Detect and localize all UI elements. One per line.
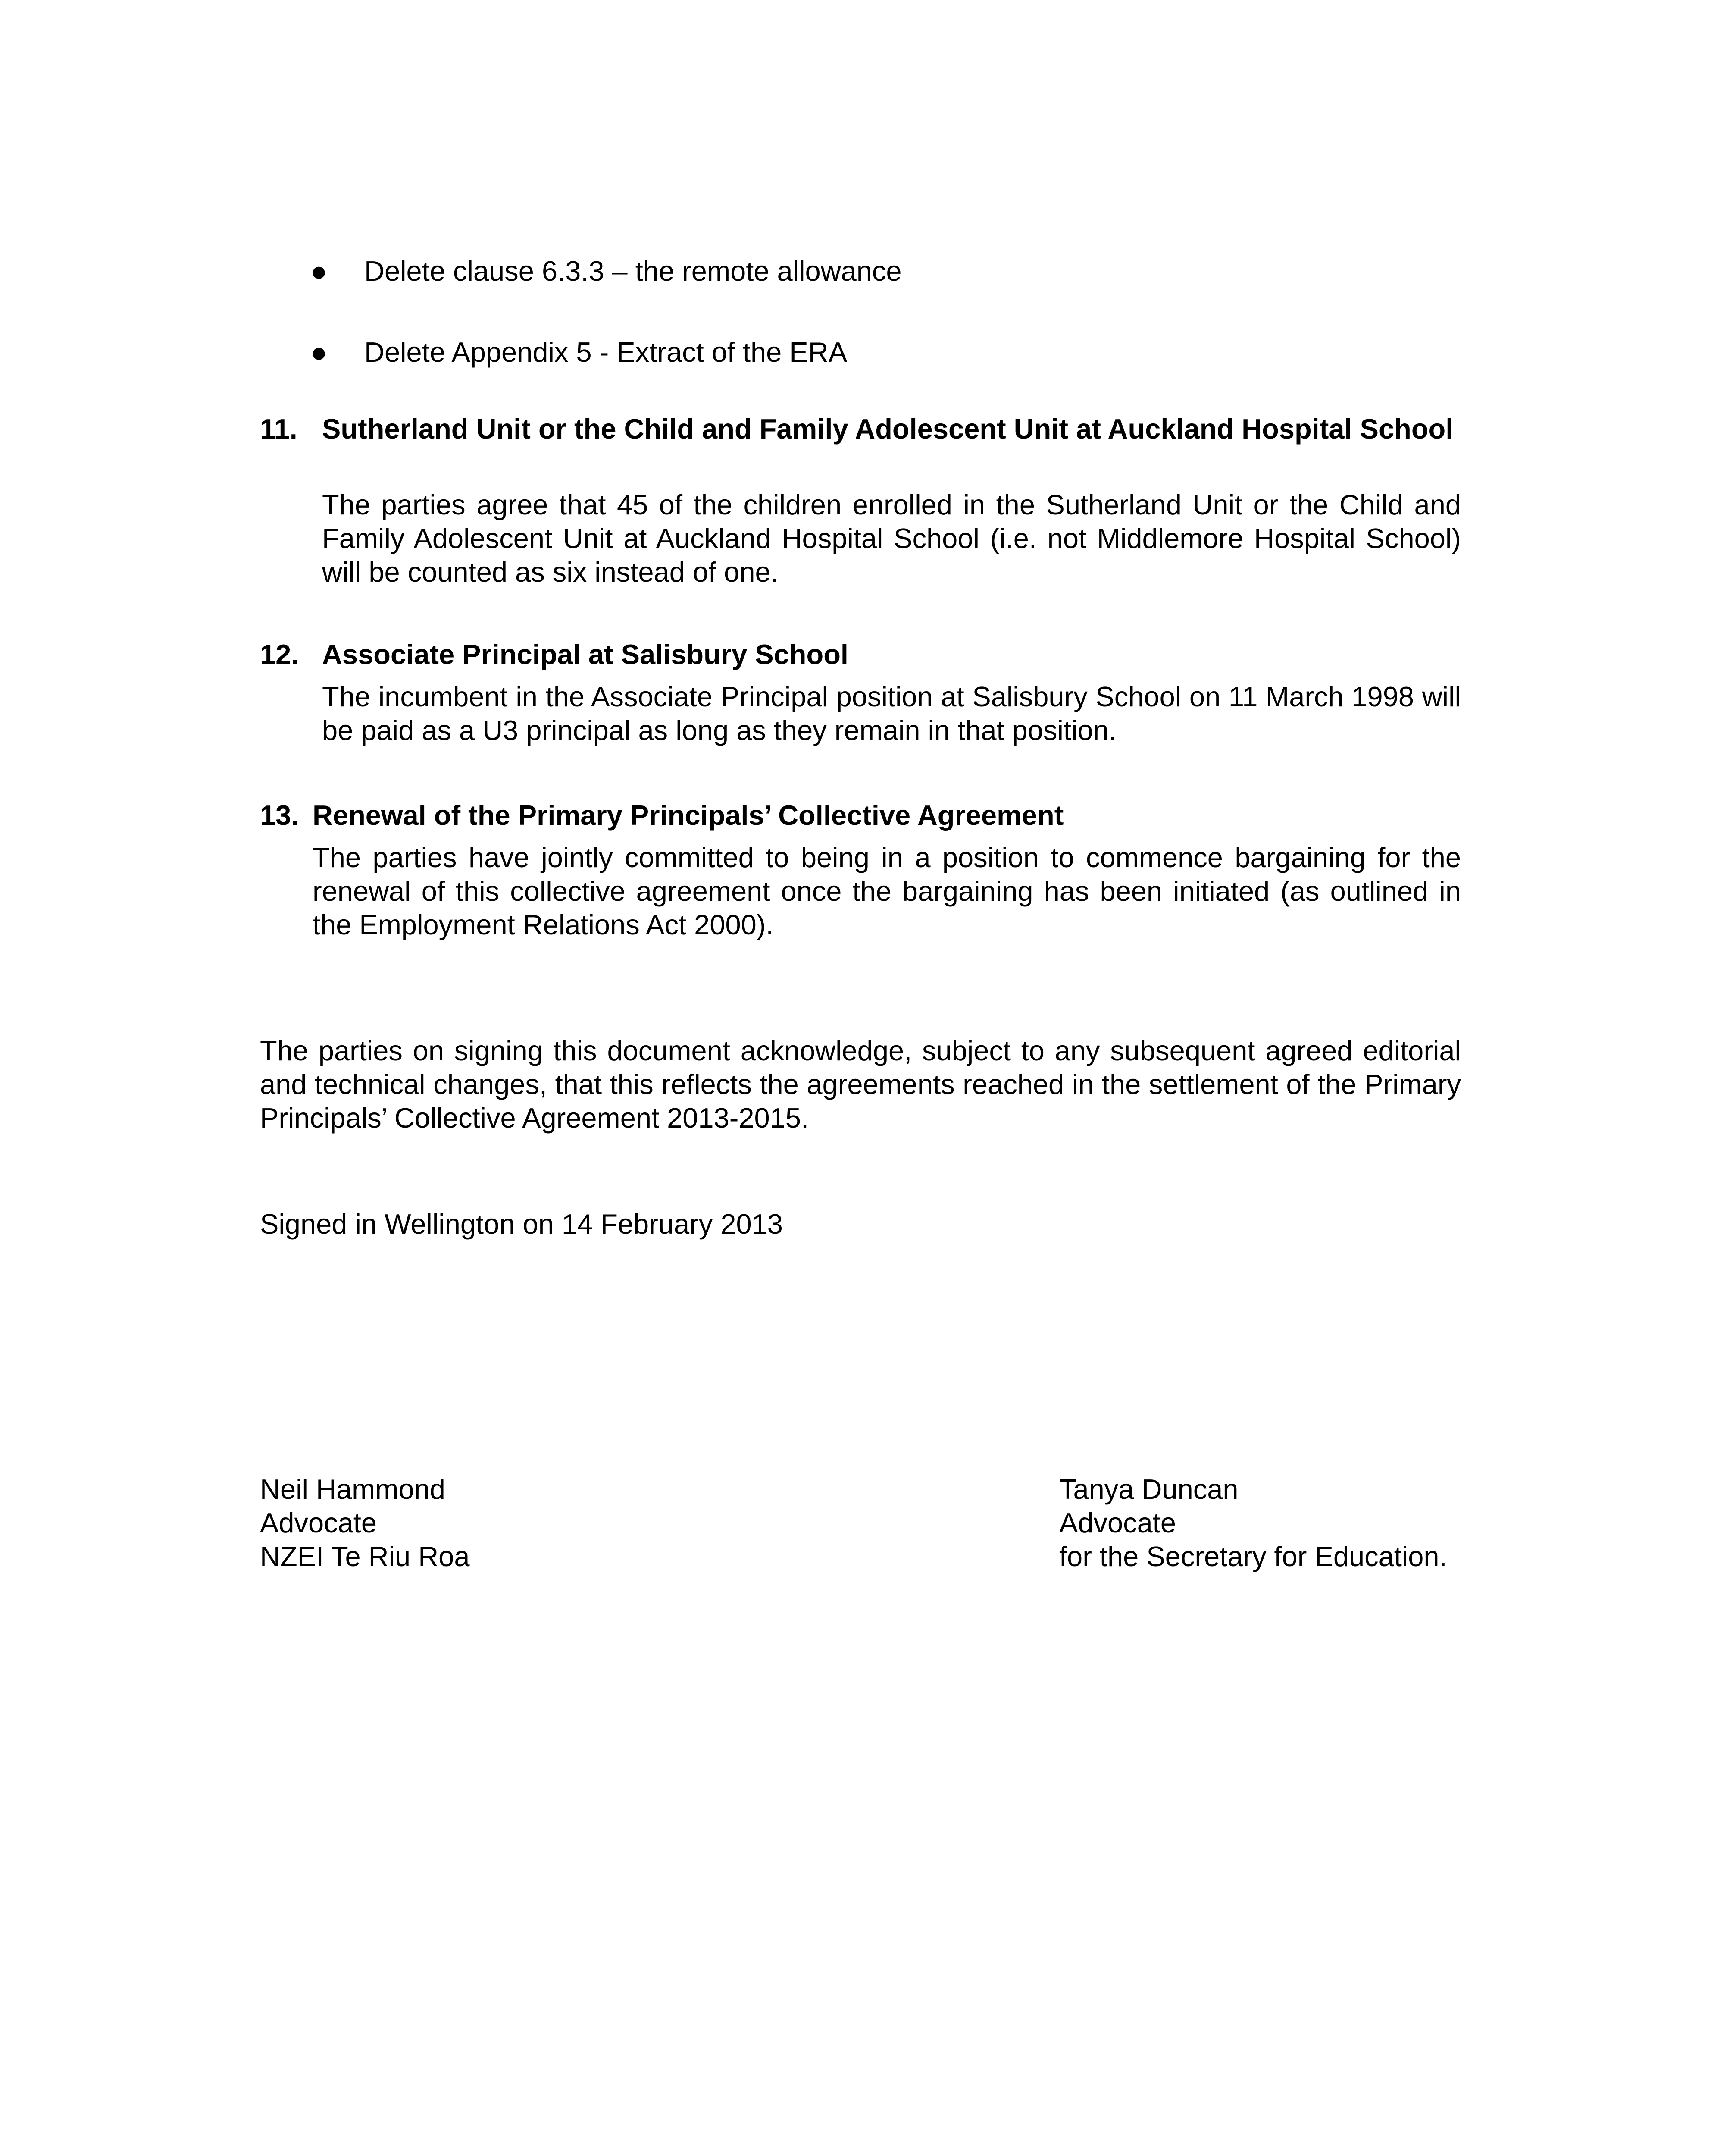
- bullet-icon: ●: [310, 336, 328, 368]
- signatory-role: Advocate: [1059, 1507, 1176, 1539]
- signatory-name: Tanya Duncan: [1059, 1473, 1239, 1505]
- section-number: 13.: [260, 799, 299, 831]
- bullet-text: Delete Appendix 5 - Extract of the ERA: [364, 336, 848, 368]
- section-number: 11.: [260, 413, 297, 445]
- signatory-organisation: NZEI Te Riu Roa: [260, 1541, 470, 1572]
- bullet-item: [310, 254, 1474, 289]
- section-title: Associate Principal at Salisbury School: [322, 639, 848, 670]
- section-body: The parties have jointly committed to being in a position to commence bargaining for the renewal of this collective agreement once the bargaining has been initiated (as outlined in the Employment Relations Act 2000).: [313, 842, 1461, 940]
- signatory-right: [1059, 1473, 1460, 1573]
- section-title: Sutherland Unit or the Child and Family Adolescent Unit at Auckland Hospital School: [322, 413, 1454, 445]
- signatory-organisation: for the Secretary for Education.: [1059, 1541, 1447, 1572]
- section-title: Renewal of the Primary Principals’ Collective Agreement: [313, 799, 1064, 831]
- signatory-left: [260, 1473, 863, 1573]
- section-number: 12.: [260, 639, 299, 670]
- bullet-icon: ●: [310, 255, 328, 287]
- bullet-text: Delete clause 6.3.3 – the remote allowance: [364, 255, 902, 287]
- signatory-name: Neil Hammond: [260, 1473, 445, 1505]
- acknowledgement-paragraph: The parties on signing this document acknowledge, subject to any subsequent agreed editorial and technical changes, that this reflects the agreements reached in the settlement of the Primary Principals’ Collective Agreement 2013-2015.: [260, 1035, 1461, 1134]
- section-body: The incumbent in the Associate Principal position at Salisbury School on 11 March 1998 will be paid as a U3 principal as long as they remain in that position.: [322, 681, 1461, 746]
- signatory-role: Advocate: [260, 1507, 377, 1539]
- bullet-item: [310, 335, 1474, 370]
- signed-line: Signed in Wellington on 14 February 2013: [260, 1208, 783, 1240]
- section-body: The parties agree that 45 of the children enrolled in the Sutherland Unit or the Child and Family Adolescent Unit at Auckland Hospital School (i.e. not Middlemore Hospital School) will be counted as six instead of one.: [322, 489, 1461, 588]
